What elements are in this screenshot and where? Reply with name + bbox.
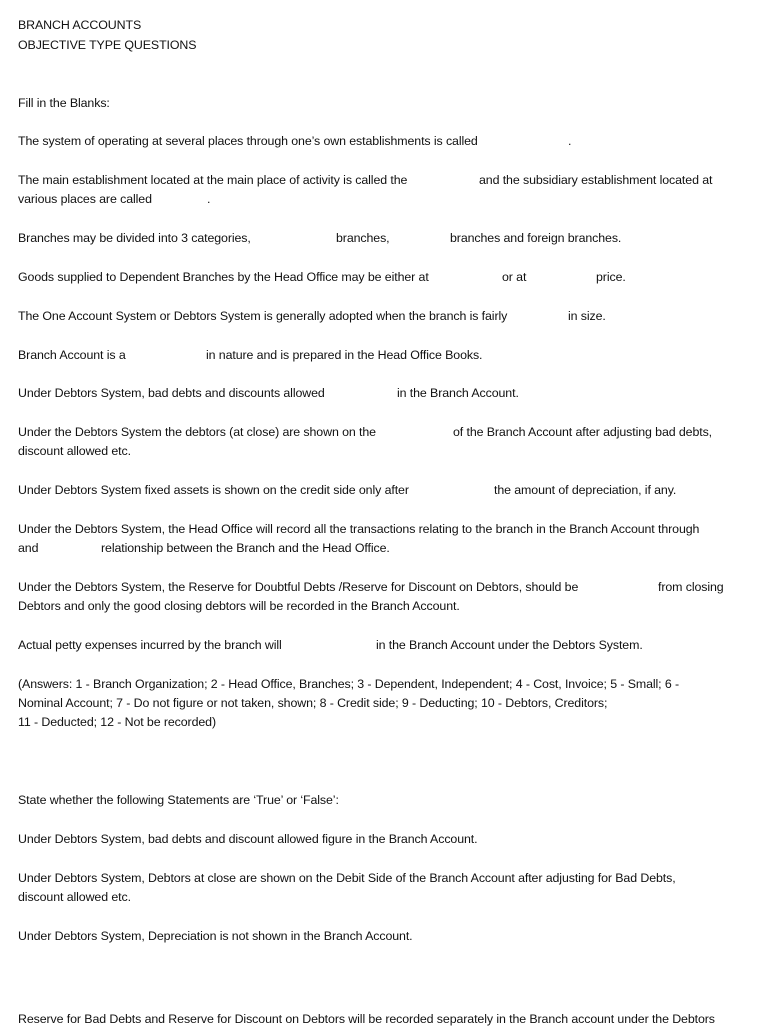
question-11-text: Under the Debtors System, the Reserve for Doubtful Debts /Reserve for Discount on Debtors, should be (18, 580, 579, 594)
document-subtitle: OBJECTIVE TYPE QUESTIONS (18, 38, 197, 52)
question-4-text-b: or at (502, 270, 527, 284)
question-10-text-line2: and (18, 541, 39, 555)
question-8-text: Under the Debtors System the debtors (at close) are shown on the (18, 425, 376, 439)
question-11-text-line2: Debtors and only the good closing debtors will be recorded in the Branch Account. (18, 599, 460, 613)
true-false-heading: State whether the following Statements are ‘True’ or ‘False’: (18, 793, 339, 807)
answers-line-3: 11 - Deducted; 12 - Not be recorded) (18, 715, 216, 729)
question-7-text: Under Debtors System, bad debts and discounts allowed (18, 386, 325, 400)
question-9-text-b: the amount of depreciation, if any. (494, 483, 677, 497)
question-3-text: Branches may be divided into 3 categories, (18, 231, 251, 245)
question-11-text-b: from closing (658, 580, 724, 594)
document-title: BRANCH ACCOUNTS (18, 18, 142, 32)
question-9-text: Under Debtors System fixed assets is shown on the credit side only after (18, 483, 409, 497)
answers-line-1: (Answers: 1 - Branch Organization; 2 - Head Office, Branches; 3 - Dependent, Independent; 4 - Cost, Invoice; 5 - Small; 6 - (18, 677, 680, 691)
question-10-text: Under the Debtors System, the Head Office will record all the transactions relating to the branch in the Branch Account through (18, 522, 700, 536)
question-2-text: The main establishment located at the main place of activity is called the (18, 173, 408, 187)
question-4-text: Goods supplied to Dependent Branches by the Head Office may be either at (18, 270, 429, 284)
question-5-text-b: in size. (568, 309, 606, 323)
question-3-text-b: branches, (336, 231, 390, 245)
question-2-end: . (207, 192, 211, 206)
question-8-text-b: of the Branch Account after adjusting bad debts, (453, 425, 713, 439)
question-2-text-line2: various places are called (18, 192, 152, 206)
question-4-text-c: price. (596, 270, 626, 284)
question-6-text: Branch Account is a (18, 348, 126, 362)
question-5-text: The One Account System or Debtors System is generally adopted when the branch is fairly (18, 309, 508, 323)
statement-1: Under Debtors System, bad debts and discount allowed figure in the Branch Account. (18, 832, 478, 846)
statement-2-line2: discount allowed etc. (18, 890, 131, 904)
question-7-text-b: in the Branch Account. (397, 386, 519, 400)
question-3-text-c: branches and foreign branches. (450, 231, 622, 245)
question-6-text-b: in nature and is prepared in the Head Office Books. (206, 348, 483, 362)
question-8-text-line2: discount allowed etc. (18, 444, 131, 458)
question-12-text-b: in the Branch Account under the Debtors System. (376, 638, 643, 652)
question-2-text-cont: and the subsidiary establishment located at (479, 173, 713, 187)
statement-4: Reserve for Bad Debts and Reserve for Discount on Debtors will be recorded separately in the Branch account under the Debtors (18, 1012, 715, 1026)
statement-3: Under Debtors System, Depreciation is not shown in the Branch Account. (18, 929, 413, 943)
question-10-text-line2-b: relationship between the Branch and the Head Office. (101, 541, 390, 555)
question-12-text: Actual petty expenses incurred by the branch will (18, 638, 282, 652)
statement-2: Under Debtors System, Debtors at close are shown on the Debit Side of the Branch Account after adjusting for Bad Debts, (18, 871, 676, 885)
answers-line-2: Nominal Account; 7 - Do not figure or not taken, shown; 8 - Credit side; 9 - Deducting; 10 - Debtors, Creditors; (18, 696, 608, 710)
fill-blanks-heading: Fill in the Blanks: (18, 96, 110, 110)
question-1-end: . (568, 134, 572, 148)
question-1-text: The system of operating at several places through one’s own establishments is called (18, 134, 478, 148)
